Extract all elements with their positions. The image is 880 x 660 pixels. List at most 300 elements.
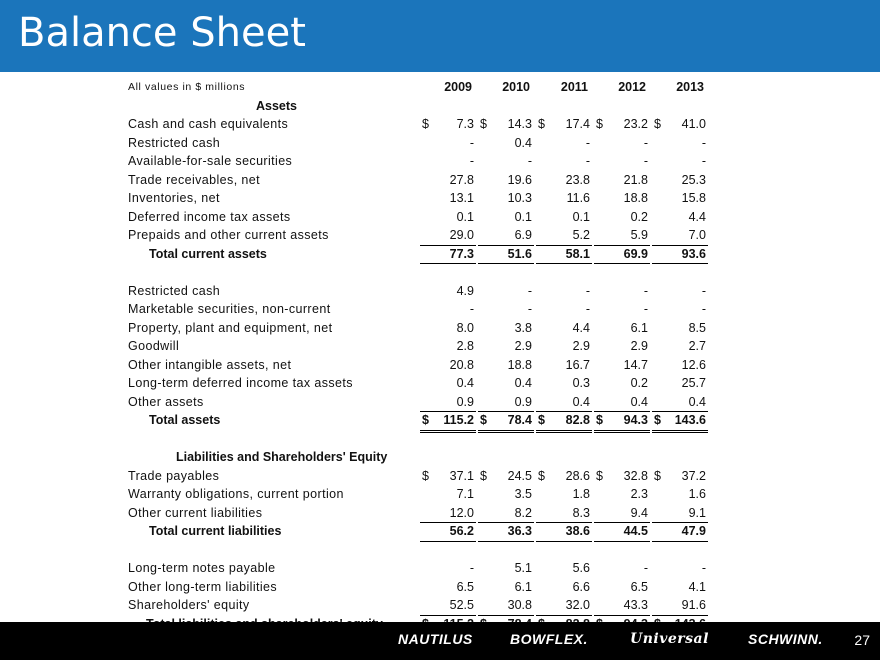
cell-value: 51.6 bbox=[507, 246, 532, 261]
value-cell bbox=[536, 596, 592, 616]
cell-value: 3.8 bbox=[514, 320, 532, 335]
cell-value: 143.6 bbox=[674, 413, 706, 427]
footer-bar bbox=[0, 622, 880, 660]
cell-value: - bbox=[469, 154, 474, 168]
cell-value: 0.4 bbox=[514, 376, 532, 390]
currency-symbol: $ bbox=[538, 468, 545, 483]
cell-value: 47.9 bbox=[681, 524, 706, 538]
value-cell bbox=[594, 559, 650, 578]
cell-value: - bbox=[469, 135, 474, 150]
table-row bbox=[128, 578, 728, 597]
row-label: Trade receivables, net bbox=[128, 172, 261, 187]
cell-value: 8.0 bbox=[456, 320, 474, 335]
cell-value: 5.9 bbox=[630, 228, 648, 242]
value-cell bbox=[420, 282, 476, 301]
cell-value: 2.8 bbox=[456, 339, 474, 353]
row-label: Warranty obligations, current portion bbox=[128, 487, 344, 501]
value-cell bbox=[594, 189, 650, 208]
value-cell bbox=[594, 485, 650, 504]
value-cell bbox=[478, 522, 534, 542]
table-row bbox=[128, 356, 728, 375]
table-row bbox=[128, 226, 728, 245]
value-cell bbox=[420, 393, 476, 413]
row-label: Property, plant and equipment, net bbox=[128, 320, 333, 335]
cell-value: - bbox=[585, 154, 590, 168]
value-cell bbox=[652, 208, 708, 227]
currency-symbol: $ bbox=[654, 117, 661, 131]
cell-value: 16.7 bbox=[565, 357, 590, 372]
cell-value: 0.9 bbox=[514, 394, 532, 409]
value-cell bbox=[536, 559, 592, 578]
cell-value: 6.5 bbox=[630, 579, 648, 594]
value-cell bbox=[536, 374, 592, 393]
value-cell bbox=[536, 171, 592, 190]
value-cell bbox=[594, 282, 650, 301]
value-cell bbox=[536, 319, 592, 338]
value-cell bbox=[594, 226, 650, 246]
section-header: Liabilities and Shareholders' Equity bbox=[176, 450, 388, 464]
table-row bbox=[128, 245, 728, 264]
value-cell bbox=[652, 504, 708, 524]
cell-value: 2.9 bbox=[630, 339, 648, 353]
cell-value: 28.6 bbox=[565, 468, 590, 483]
currency-symbol: $ bbox=[480, 468, 487, 483]
value-cell bbox=[594, 300, 650, 319]
cell-value: 36.3 bbox=[507, 524, 532, 538]
schwinn-logo: SCHWINN. bbox=[748, 631, 823, 647]
value-cell bbox=[594, 596, 650, 616]
cell-value: 56.2 bbox=[449, 524, 474, 538]
value-cell bbox=[478, 356, 534, 375]
currency-symbol: $ bbox=[422, 468, 429, 483]
value-cell bbox=[536, 245, 592, 265]
value-cell bbox=[536, 467, 592, 486]
cell-value: 43.3 bbox=[623, 598, 648, 612]
brand-logos bbox=[0, 622, 880, 660]
cell-value: 4.9 bbox=[456, 283, 474, 298]
value-cell bbox=[594, 115, 650, 134]
cell-value: 0.9 bbox=[456, 394, 474, 409]
value-cell bbox=[652, 393, 708, 413]
currency-symbol: $ bbox=[480, 413, 487, 427]
cell-value: - bbox=[585, 283, 590, 298]
cell-value: 8.3 bbox=[572, 505, 590, 520]
cell-value: 7.0 bbox=[688, 228, 706, 242]
cell-value: 14.7 bbox=[623, 357, 648, 372]
row-label: Inventories, net bbox=[128, 191, 220, 205]
row-label: Cash and cash equivalents bbox=[128, 117, 289, 131]
value-cell bbox=[478, 300, 534, 319]
value-cell bbox=[478, 393, 534, 413]
value-cell bbox=[478, 189, 534, 208]
currency-symbol: $ bbox=[596, 468, 603, 483]
value-cell bbox=[420, 208, 476, 227]
bowflex-logo: BOWFLEX. bbox=[510, 631, 588, 647]
value-cell bbox=[420, 300, 476, 319]
value-cell bbox=[652, 245, 708, 265]
table-row bbox=[128, 559, 728, 578]
value-cell bbox=[478, 337, 534, 356]
value-cell bbox=[420, 578, 476, 597]
cell-value: 5.6 bbox=[572, 561, 590, 575]
currency-symbol: $ bbox=[596, 413, 603, 427]
cell-value: 82.8 bbox=[565, 413, 590, 427]
cell-value: 8.5 bbox=[688, 320, 706, 335]
cell-value: 7.1 bbox=[456, 487, 474, 501]
currency-symbol: $ bbox=[538, 413, 545, 427]
value-cell bbox=[420, 356, 476, 375]
table-row bbox=[128, 337, 728, 356]
currency-symbol: $ bbox=[596, 117, 603, 131]
table-row bbox=[128, 319, 728, 338]
row-label: Goodwill bbox=[128, 339, 180, 353]
cell-value: 5.2 bbox=[572, 228, 590, 242]
cell-value: - bbox=[643, 135, 648, 150]
value-cell bbox=[536, 115, 592, 134]
cell-value: 30.8 bbox=[507, 598, 532, 612]
value-cell bbox=[420, 337, 476, 356]
table-row bbox=[128, 282, 728, 301]
table-row bbox=[128, 522, 728, 541]
cell-value: 4.4 bbox=[688, 209, 706, 224]
cell-value: 0.1 bbox=[514, 209, 532, 224]
value-cell bbox=[536, 522, 592, 542]
cell-value: 1.6 bbox=[688, 487, 706, 501]
value-cell bbox=[478, 467, 534, 486]
cell-value: 0.1 bbox=[456, 209, 474, 224]
value-cell bbox=[594, 467, 650, 486]
cell-value: - bbox=[585, 135, 590, 150]
value-cell bbox=[594, 134, 650, 153]
section-header: Assets bbox=[256, 98, 297, 113]
cell-value: 58.1 bbox=[565, 246, 590, 261]
cell-value: 0.3 bbox=[572, 376, 590, 390]
cell-value: 93.6 bbox=[681, 246, 706, 261]
cell-value: - bbox=[585, 302, 590, 316]
value-cell bbox=[652, 226, 708, 246]
value-cell bbox=[478, 245, 534, 265]
cell-value: 3.5 bbox=[514, 487, 532, 501]
title-bar bbox=[0, 0, 880, 72]
cell-value: - bbox=[701, 135, 706, 150]
cell-value: 19.6 bbox=[507, 172, 532, 187]
value-cell bbox=[536, 152, 592, 171]
value-cell bbox=[536, 578, 592, 597]
cell-value: 23.8 bbox=[565, 172, 590, 187]
value-cell bbox=[652, 319, 708, 338]
value-cell bbox=[652, 171, 708, 190]
value-cell bbox=[420, 374, 476, 393]
value-cell bbox=[536, 208, 592, 227]
row-label: Deferred income tax assets bbox=[128, 209, 291, 224]
value-cell bbox=[420, 319, 476, 338]
table-row bbox=[128, 189, 728, 208]
cell-value: 0.4 bbox=[572, 394, 590, 409]
value-cell bbox=[420, 189, 476, 208]
cell-value: 2.3 bbox=[630, 487, 648, 501]
cell-value: 25.3 bbox=[681, 172, 706, 187]
cell-value: 69.9 bbox=[623, 246, 648, 261]
value-cell bbox=[420, 522, 476, 542]
value-cell bbox=[652, 115, 708, 134]
spacer-row bbox=[128, 541, 728, 560]
cell-value: - bbox=[527, 283, 532, 298]
value-cell bbox=[420, 245, 476, 265]
cell-value: 24.5 bbox=[507, 468, 532, 483]
row-label: Restricted cash bbox=[128, 135, 221, 150]
value-cell bbox=[594, 208, 650, 227]
cell-value: 9.1 bbox=[688, 505, 706, 520]
value-cell bbox=[420, 596, 476, 616]
value-cell bbox=[652, 356, 708, 375]
row-label: Total assets bbox=[149, 413, 221, 427]
table-row bbox=[128, 300, 728, 319]
value-cell bbox=[478, 152, 534, 171]
cell-value: 14.3 bbox=[507, 117, 532, 131]
cell-value: - bbox=[701, 561, 706, 575]
value-cell bbox=[652, 467, 708, 486]
row-label: Prepaids and other current assets bbox=[128, 228, 329, 242]
section-header-row bbox=[128, 97, 728, 116]
table-row bbox=[128, 485, 728, 504]
cell-value: 27.8 bbox=[449, 172, 474, 187]
cell-value: 29.0 bbox=[449, 228, 474, 242]
page-title: Balance Sheet bbox=[18, 10, 306, 56]
value-cell bbox=[652, 152, 708, 171]
row-label: Total current liabilities bbox=[149, 524, 282, 538]
table-header-row bbox=[128, 78, 728, 97]
cell-value: 11.6 bbox=[566, 191, 590, 205]
cell-value: 10.3 bbox=[507, 191, 532, 205]
value-cell bbox=[536, 356, 592, 375]
value-cell bbox=[478, 504, 534, 524]
cell-value: 77.3 bbox=[449, 246, 474, 261]
cell-value: - bbox=[527, 302, 532, 316]
value-cell bbox=[594, 393, 650, 413]
table-row bbox=[128, 115, 728, 134]
table-row bbox=[128, 171, 728, 190]
section-header-row bbox=[128, 448, 728, 467]
value-cell bbox=[594, 319, 650, 338]
table-row bbox=[128, 504, 728, 523]
value-cell bbox=[652, 189, 708, 208]
cell-value: 6.1 bbox=[630, 320, 648, 335]
year-header: 2009 bbox=[444, 80, 472, 94]
cell-value: - bbox=[701, 283, 706, 298]
cell-value: 25.7 bbox=[681, 376, 706, 390]
currency-symbol: $ bbox=[538, 117, 545, 131]
cell-value: 12.6 bbox=[681, 357, 706, 372]
value-cell bbox=[594, 152, 650, 171]
cell-value: 38.6 bbox=[565, 524, 590, 538]
cell-value: - bbox=[701, 154, 706, 168]
value-cell bbox=[536, 393, 592, 413]
value-cell bbox=[652, 596, 708, 616]
value-cell bbox=[594, 504, 650, 524]
year-header: 2013 bbox=[676, 80, 704, 94]
value-cell bbox=[478, 226, 534, 246]
cell-value: 2.9 bbox=[572, 339, 590, 353]
row-label: Restricted cash bbox=[128, 283, 221, 298]
cell-value: 20.8 bbox=[449, 357, 474, 372]
table-row bbox=[128, 208, 728, 227]
cell-value: 37.2 bbox=[681, 468, 706, 483]
cell-value: 0.2 bbox=[630, 209, 648, 224]
units-note: All values in $ millions bbox=[128, 81, 246, 93]
row-label: Other current liabilities bbox=[128, 505, 263, 520]
cell-value: 0.1 bbox=[572, 209, 590, 224]
value-cell bbox=[652, 559, 708, 578]
year-header: 2012 bbox=[618, 80, 646, 94]
table-row bbox=[128, 596, 728, 615]
cell-value: - bbox=[469, 302, 474, 316]
row-label: Other long-term liabilities bbox=[128, 579, 278, 594]
cell-value: 7.3 bbox=[456, 117, 474, 131]
value-cell bbox=[652, 337, 708, 356]
cell-value: 12.0 bbox=[449, 505, 474, 520]
cell-value: 0.2 bbox=[630, 376, 648, 390]
cell-value: 6.1 bbox=[514, 579, 532, 594]
value-cell bbox=[536, 282, 592, 301]
cell-value: 8.2 bbox=[514, 505, 532, 520]
cell-value: 44.5 bbox=[623, 524, 648, 538]
value-cell bbox=[478, 115, 534, 134]
value-cell bbox=[420, 559, 476, 578]
cell-value: 13.1 bbox=[449, 191, 474, 205]
row-label: Total current assets bbox=[149, 246, 267, 261]
value-cell bbox=[594, 522, 650, 542]
row-label: Other intangible assets, net bbox=[128, 357, 292, 372]
value-cell bbox=[420, 485, 476, 504]
cell-value: - bbox=[643, 561, 648, 575]
table-row bbox=[128, 152, 728, 171]
cell-value: 91.6 bbox=[681, 598, 706, 612]
value-cell bbox=[536, 134, 592, 153]
value-cell bbox=[536, 485, 592, 504]
value-cell bbox=[536, 337, 592, 356]
table-row bbox=[128, 393, 728, 412]
value-cell bbox=[478, 134, 534, 153]
cell-value: - bbox=[643, 154, 648, 168]
row-label: Available-for-sale securities bbox=[128, 154, 293, 168]
cell-value: 2.9 bbox=[514, 339, 532, 353]
value-cell bbox=[652, 485, 708, 504]
cell-value: 21.8 bbox=[623, 172, 648, 187]
value-cell bbox=[478, 485, 534, 504]
value-cell bbox=[420, 171, 476, 190]
cell-value: 37.1 bbox=[449, 468, 474, 483]
value-cell bbox=[594, 171, 650, 190]
row-label: Shareholders' equity bbox=[128, 598, 250, 612]
value-cell bbox=[652, 282, 708, 301]
currency-symbol: $ bbox=[654, 468, 661, 483]
page-number: 27 bbox=[854, 632, 870, 648]
value-cell bbox=[652, 134, 708, 153]
value-cell bbox=[478, 319, 534, 338]
spacer-row bbox=[128, 263, 728, 282]
row-label: Long-term notes payable bbox=[128, 561, 276, 575]
value-cell bbox=[420, 226, 476, 246]
cell-value: 0.4 bbox=[456, 376, 474, 390]
cell-value: 52.5 bbox=[449, 598, 474, 612]
value-cell bbox=[478, 171, 534, 190]
value-cell bbox=[478, 208, 534, 227]
cell-value: 2.7 bbox=[688, 339, 706, 353]
cell-value: 0.4 bbox=[688, 394, 706, 409]
table-row bbox=[128, 411, 728, 430]
row-label: Long-term deferred income tax assets bbox=[128, 376, 353, 390]
value-cell bbox=[420, 152, 476, 171]
value-cell bbox=[594, 578, 650, 597]
value-cell bbox=[652, 578, 708, 597]
cell-value: - bbox=[701, 302, 706, 316]
value-cell bbox=[652, 300, 708, 319]
cell-value: 17.4 bbox=[565, 117, 590, 131]
value-cell bbox=[536, 300, 592, 319]
currency-symbol: $ bbox=[422, 413, 429, 427]
spacer-row bbox=[128, 430, 728, 449]
cell-value: 6.9 bbox=[514, 228, 532, 242]
cell-value: 32.0 bbox=[565, 598, 590, 612]
currency-symbol: $ bbox=[480, 117, 487, 131]
value-cell bbox=[652, 522, 708, 542]
row-label: Other assets bbox=[128, 394, 204, 409]
value-cell bbox=[594, 374, 650, 393]
cell-value: 115.2 bbox=[443, 413, 474, 427]
cell-value: 18.8 bbox=[623, 191, 648, 205]
value-cell bbox=[594, 356, 650, 375]
value-cell bbox=[594, 337, 650, 356]
currency-symbol: $ bbox=[654, 413, 661, 427]
cell-value: 15.8 bbox=[681, 191, 706, 205]
cell-value: 9.4 bbox=[630, 505, 648, 520]
cell-value: - bbox=[643, 302, 648, 316]
cell-value: - bbox=[643, 283, 648, 298]
cell-value: 78.4 bbox=[507, 413, 532, 427]
value-cell bbox=[478, 596, 534, 616]
year-header: 2011 bbox=[560, 80, 588, 94]
value-cell bbox=[420, 504, 476, 524]
cell-value: 18.8 bbox=[507, 357, 532, 372]
value-cell bbox=[478, 578, 534, 597]
cell-value: 0.4 bbox=[630, 394, 648, 409]
cell-value: 0.4 bbox=[514, 135, 532, 150]
cell-value: - bbox=[469, 561, 474, 575]
cell-value: 23.2 bbox=[623, 117, 648, 131]
cell-value: 32.8 bbox=[623, 468, 648, 483]
value-cell bbox=[536, 504, 592, 524]
cell-value: 41.0 bbox=[681, 117, 706, 131]
row-label: Trade payables bbox=[128, 468, 220, 483]
balance-sheet-table bbox=[128, 78, 728, 633]
cell-value: 5.1 bbox=[514, 561, 532, 575]
cell-value: 1.8 bbox=[572, 487, 590, 501]
value-cell bbox=[536, 226, 592, 246]
universal-logo: Universal bbox=[630, 631, 709, 647]
cell-value: 6.6 bbox=[572, 579, 590, 594]
table-row bbox=[128, 374, 728, 393]
value-cell bbox=[536, 189, 592, 208]
value-cell bbox=[594, 245, 650, 265]
value-cell bbox=[420, 134, 476, 153]
currency-symbol: $ bbox=[422, 117, 429, 131]
row-label: Marketable securities, non-current bbox=[128, 302, 331, 316]
value-cell bbox=[420, 115, 476, 134]
table-row bbox=[128, 467, 728, 486]
cell-value: 4.4 bbox=[572, 320, 590, 335]
year-header: 2010 bbox=[502, 80, 530, 94]
nautilus-logo: NAUTILUS bbox=[398, 631, 473, 647]
